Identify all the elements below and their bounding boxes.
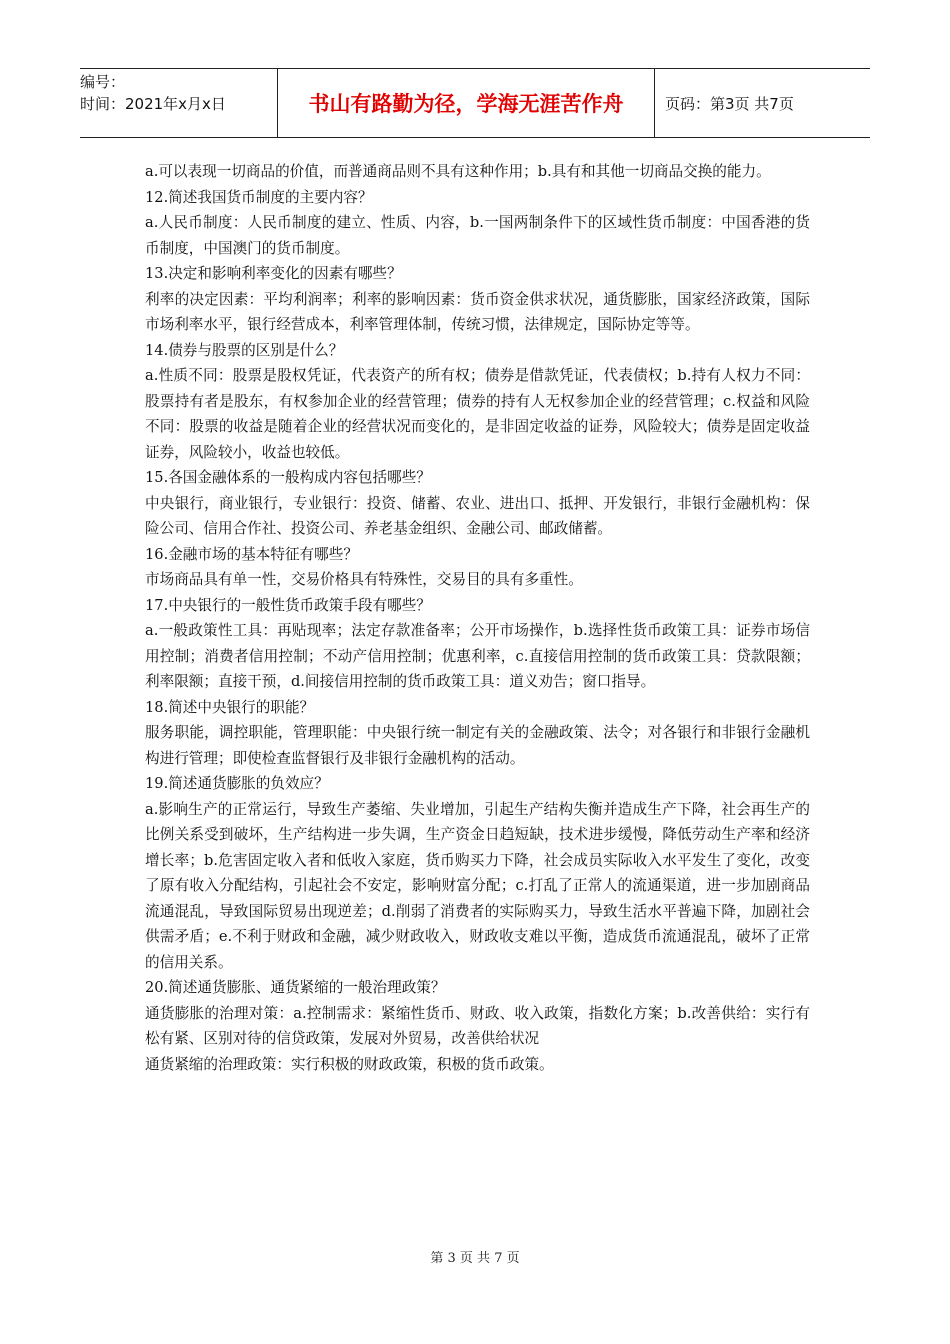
question-18: 18.简述中央银行的职能？ xyxy=(145,698,315,716)
question-16: 16.金融市场的基本特征有哪些？ xyxy=(145,545,358,563)
question-14: 14.债券与股票的区别是什么？ xyxy=(145,341,344,359)
number-label: 编号： xyxy=(80,73,126,91)
answer-17: a.一般政策性工具：再贴现率；法定存款准备率；公开市场操作，b.选择性货币政策工具：证券市场信用控制；消费者信用控制；不动产信用控制；优惠利率，c.直接信用控制的货币政策工具：贷款限额；利率限额；直接干预，d.间接信用控制的货币政策工具：道义劝告；窗口指导。 xyxy=(145,622,810,690)
answer-15: 中央银行，商业银行，专业银行：投资、储蓄、农业、进出口、抵押、开发银行，非银行金融机构：保险公司、信用合作社、投资公司、养老基金组织、金融公司、邮政储蓄。 xyxy=(145,494,810,537)
question-20: 20.简述通货膨胀、通货紧缩的一般治理政策？ xyxy=(145,979,446,996)
motto-cell xyxy=(278,69,655,137)
page-footer xyxy=(0,1247,950,1266)
answer-14: a.性质不同：股票是股权凭证，代表资产的所有权；债券是借款凭证，代表债权；b.持有人权力不同：股票持有者是股东，有权参加企业的经营管理；债券的持有人无权参加企业的经营管理；c.权益和风险不同：股票的收益是随着企业的经营状况而变化的，是非固定收益的证券，风险较大；债券是固定收益证券，风险较小，收益也较低。 xyxy=(145,367,810,461)
document-body xyxy=(145,159,810,1077)
question-12: 12.简述我国货币制度的主要内容？ xyxy=(145,188,373,206)
answer-18: 服务职能，调控职能，管理职能：中央银行统一制定有关的金融政策、法令；对各银行和非银行金融机构进行管理；即使检查监督银行及非银行金融机构的活动。 xyxy=(145,724,810,767)
answer-12: a.人民币制度：人民币制度的建立、性质、内容，b.一国两制条件下的区域性货币制度：中国香港的货币制度，中国澳门的货币制度。 xyxy=(145,214,810,257)
question-19: 19.简述通货膨胀的负效应？ xyxy=(145,775,329,792)
header-info-cell xyxy=(80,69,278,137)
footer-page-number: 第 3 页 共 7 页 xyxy=(430,1251,520,1266)
time-label: 时间：2021年x月x日 xyxy=(80,95,226,113)
answer-16: 市场商品具有单一性，交易价格具有特殊性，交易目的具有多重性。 xyxy=(145,571,583,588)
page-label: 页码：第3页 共7页 xyxy=(665,94,794,113)
question-17: 17.中央银行的一般性货币政策手段有哪些？ xyxy=(145,596,431,614)
answer-11: a.可以表现一切商品的价值，而普通商品则不具有这种作用；b.具有和其他一切商品交换的能力。 xyxy=(145,163,771,180)
answer-20-deflation: 通货紧缩的治理政策：实行积极的财政政策，积极的货币政策。 xyxy=(145,1055,554,1073)
page-info-cell xyxy=(655,69,870,137)
question-15: 15.各国金融体系的一般构成内容包括哪些？ xyxy=(145,469,431,486)
motto-text: 书山有路勤为径，学海无涯苦作舟 xyxy=(308,92,624,116)
document-header xyxy=(80,68,870,138)
answer-20-inflation: 通货膨胀的治理对策：a.控制需求：紧缩性货币、财政、收入政策，指数化方案；b.改善供给：实行有松有紧、区别对待的信贷政策，发展对外贸易，改善供给状况 xyxy=(145,1004,810,1047)
question-13: 13.决定和影响利率变化的因素有哪些？ xyxy=(145,265,402,282)
answer-13: 利率的决定因素：平均利润率；利率的影响因素：货币资金供求状况，通货膨胀，国家经济政策，国际市场利率水平，银行经营成本，利率管理体制，传统习惯，法律规定，国际协定等等。 xyxy=(145,290,810,333)
answer-19: a.影响生产的正常运行，导致生产萎缩、失业增加，引起生产结构失衡并造成生产下降，社会再生产的比例关系受到破坏，生产结构进一步失调，生产资金日趋短缺，技术进步缓慢，降低劳动生产率和经济增长率；b.危害固定收入者和低收入家庭，货币购买力下降，社会成员实际收入水平发生了变化，改变了原有收入分配结构，引起社会不安定，影响财富分配；c.打乱了正常人的流通渠道，进一步加剧商品流通混乱，导致国际贸易出现逆差；d.削弱了消费者的实际购买力，导致生活水平普遍下降，加剧社会供需矛盾；e.不利于财政和金融，减少财政收入，财政收支难以平衡，造成货币流通混乱，破坏了正常的信用关系。 xyxy=(145,800,810,971)
